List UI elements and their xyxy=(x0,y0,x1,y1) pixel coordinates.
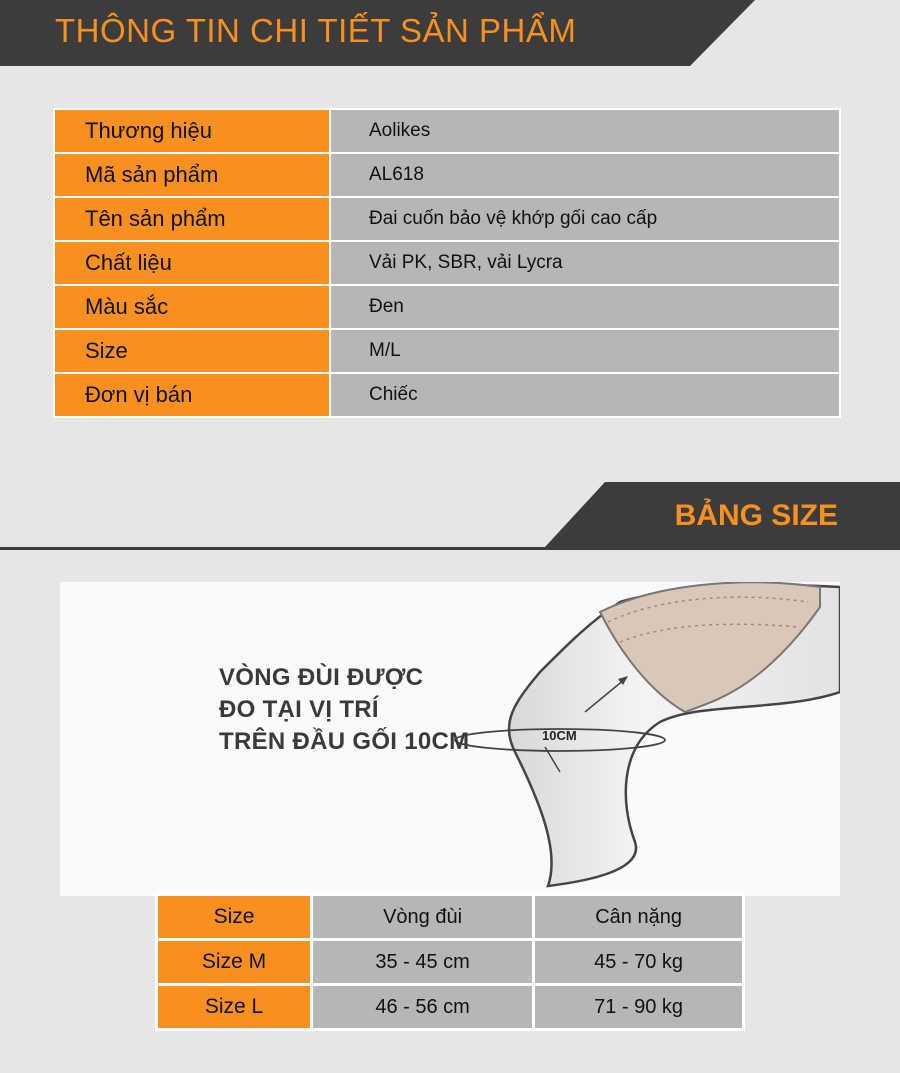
spec-label: Màu sắc xyxy=(54,285,330,329)
size-name: Size M xyxy=(157,940,312,985)
column-header: Size xyxy=(157,895,312,940)
table-row xyxy=(54,373,840,417)
table-row xyxy=(54,241,840,285)
weight-range: 71 - 90 kg xyxy=(534,985,744,1030)
table-header-row xyxy=(157,895,744,940)
instruction-line: TRÊN ĐẦU GỐI 10CM xyxy=(219,728,470,755)
size-name: Size L xyxy=(157,985,312,1030)
table-row xyxy=(54,329,840,373)
spec-value: AL618 xyxy=(330,153,840,197)
instruction-line: VÒNG ĐÙI ĐƯỢC xyxy=(219,664,424,691)
spec-label: Thương hiệu xyxy=(54,109,330,153)
size-header-title: BẢNG SIZE xyxy=(674,499,838,532)
table-row xyxy=(54,109,840,153)
spec-header-title: THÔNG TIN CHI TIẾT SẢN PHẨM xyxy=(55,12,577,49)
spec-header xyxy=(0,0,900,66)
thigh-range: 35 - 45 cm xyxy=(312,940,534,985)
table-row xyxy=(157,940,744,985)
spec-value: Chiếc xyxy=(330,373,840,417)
instruction-line: ĐO TẠI VỊ TRÍ xyxy=(219,696,379,723)
table-row xyxy=(54,153,840,197)
measure-label: 10CM xyxy=(542,728,577,743)
knee-measurement-illustration xyxy=(60,582,840,896)
spec-label: Đơn vị bán xyxy=(54,373,330,417)
size-chart-table xyxy=(155,893,745,1031)
spec-value: Aolikes xyxy=(330,109,840,153)
product-spec-table xyxy=(53,108,841,418)
spec-value: Đen xyxy=(330,285,840,329)
column-header: Cân nặng xyxy=(534,895,744,940)
thigh-range: 46 - 56 cm xyxy=(312,985,534,1030)
spec-value: M/L xyxy=(330,329,840,373)
table-row xyxy=(54,285,840,329)
table-row xyxy=(157,985,744,1030)
measurement-instructions xyxy=(219,662,469,758)
column-header: Vòng đùi xyxy=(312,895,534,940)
spec-label: Mã sản phẩm xyxy=(54,153,330,197)
spec-value: Vải PK, SBR, vải Lycra xyxy=(330,241,840,285)
spec-value: Đai cuốn bảo vệ khớp gối cao cấp xyxy=(330,197,840,241)
spec-label: Chất liệu xyxy=(54,241,330,285)
spec-label: Tên sản phẩm xyxy=(54,197,330,241)
size-header xyxy=(0,482,900,552)
table-row xyxy=(54,197,840,241)
weight-range: 45 - 70 kg xyxy=(534,940,744,985)
spec-label: Size xyxy=(54,329,330,373)
